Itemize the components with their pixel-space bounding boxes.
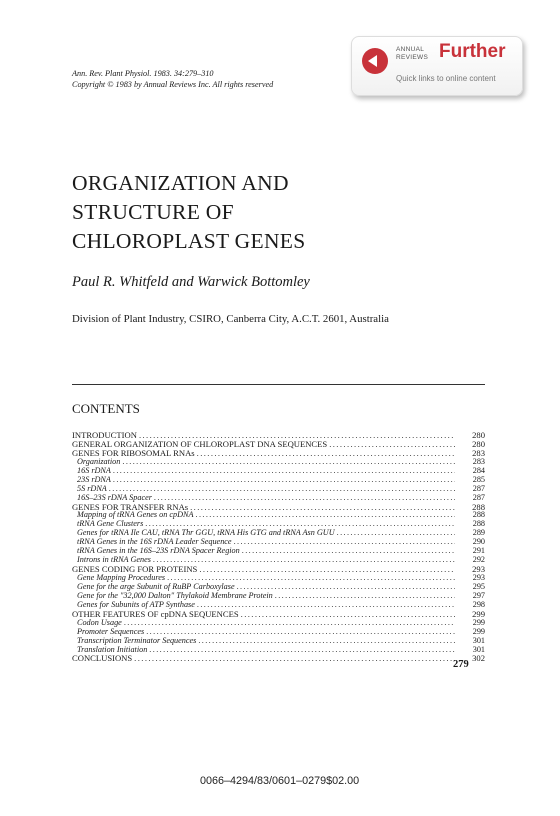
- toc-entry[interactable]: [72, 610, 485, 619]
- toc-entry-label: Codon Usage: [77, 618, 122, 627]
- badge-subtitle: Quick links to online content: [396, 74, 496, 83]
- toc-entry-page: 293: [472, 565, 485, 574]
- toc-leader-dots: [167, 574, 455, 583]
- toc-entry-label: INTRODUCTION: [72, 431, 137, 440]
- toc-entry-page: 301: [472, 636, 485, 645]
- toc-entry-label: Mapping of tRNA Genes on cpDNA: [77, 511, 194, 520]
- toc-leader-dots: [196, 511, 455, 520]
- toc-entry-label: Gene for the "32,000 Dalton" Thylakoid Membrane Protein: [77, 591, 273, 600]
- toc-leader-dots: [197, 449, 455, 458]
- toc-entry-page: 288: [472, 502, 485, 512]
- toc-entry[interactable]: [72, 511, 485, 520]
- toc-entry-page: 292: [472, 556, 485, 565]
- toc-entry[interactable]: [72, 574, 485, 583]
- toc-entry[interactable]: [72, 565, 485, 574]
- toc-entry-label: tRNA Gene Clusters: [77, 520, 144, 529]
- price-code: 0066–4294/83/0601–0279$02.00: [200, 775, 360, 787]
- toc-entry-label: 16S–23S rDNA Spacer: [77, 493, 152, 502]
- toc-entry-page: 291: [472, 547, 485, 556]
- toc-entry-page: 283: [472, 448, 485, 458]
- toc-entry-label: GENES CODING FOR PROTEINS: [72, 565, 198, 574]
- toc-entry[interactable]: [72, 449, 485, 458]
- toc-entry[interactable]: [72, 458, 485, 467]
- page-number: 279: [453, 659, 469, 670]
- toc-entry-page: 297: [472, 591, 485, 600]
- toc-leader-dots: [113, 476, 455, 485]
- title-line-1: ORGANIZATION AND: [72, 171, 289, 195]
- toc-entry[interactable]: [72, 494, 485, 503]
- badge-annual-text: ANNUAL: [396, 46, 425, 53]
- toc-entry[interactable]: [72, 592, 485, 601]
- toc-entry-label: 16S rDNA: [77, 466, 111, 475]
- toc-entry-label: Genes for Subunits of ATP Synthase: [77, 600, 195, 609]
- toc-entry[interactable]: [72, 503, 485, 512]
- toc-leader-dots: [237, 583, 455, 592]
- toc-leader-dots: [139, 431, 455, 440]
- toc-leader-dots: [154, 494, 455, 503]
- toc-entry-label: Gene Mapping Procedures: [77, 574, 166, 582]
- toc-leader-dots: [113, 467, 455, 476]
- toc-entry[interactable]: [72, 476, 485, 485]
- article-title: [72, 169, 305, 256]
- toc-entry[interactable]: [72, 431, 485, 440]
- toc-entry-label: OTHER FEATURES OF cpDNA SEQUENCES: [72, 609, 239, 619]
- toc-leader-dots: [337, 529, 455, 538]
- citation-line-2: Copyright © 1983 by Annual Reviews Inc. All rights reserved: [72, 80, 274, 89]
- toc-entry[interactable]: [72, 547, 485, 556]
- toc-entry[interactable]: [72, 646, 485, 655]
- toc-entry-page: 287: [472, 484, 485, 493]
- toc-entry-page: 295: [472, 582, 485, 591]
- toc-entry-page: 290: [472, 538, 485, 547]
- section-divider: [72, 384, 485, 385]
- toc-entry-label: GENES FOR RIBOSOMAL RNAs: [72, 448, 195, 458]
- toc-leader-dots: [329, 440, 455, 449]
- title-line-3: CHLOROPLAST GENES: [72, 229, 306, 253]
- badge-reviews-text: REVIEWS: [396, 53, 429, 61]
- toc-entry[interactable]: [72, 637, 485, 646]
- toc-leader-dots: [242, 547, 455, 556]
- toc-entry-label: Genes for tRNA Ile CAU, tRNA Thr GGU, tRNA His GTG and tRNA Asn GUU: [77, 529, 335, 538]
- toc-leader-dots: [146, 628, 455, 637]
- badge-further-text: Further: [439, 41, 506, 62]
- further-links-badge[interactable]: [351, 36, 523, 96]
- toc-entry-page: 283: [472, 457, 485, 466]
- toc-leader-dots: [145, 520, 455, 529]
- toc-entry[interactable]: [72, 529, 485, 538]
- toc-entry[interactable]: [72, 583, 485, 592]
- toc-entry[interactable]: [72, 619, 485, 628]
- contents-heading: CONTENTS: [72, 401, 140, 416]
- toc-entry[interactable]: [72, 485, 485, 494]
- toc-entry-label: Gene for the arge Subunit of RuBP Carboxylase: [77, 582, 235, 591]
- toc-entry-page: 288: [472, 520, 485, 529]
- toc-entry-page: 299: [472, 609, 485, 619]
- toc-entry-label: GENES FOR TRANSFER RNAs: [72, 502, 189, 512]
- toc-leader-dots: [134, 654, 455, 663]
- toc-entry[interactable]: [72, 520, 485, 529]
- toc-entry-label: 23S rDNA: [77, 475, 111, 484]
- toc-entry-page: 298: [472, 600, 485, 609]
- toc-leader-dots: [197, 601, 455, 610]
- toc-entry-label: Organization: [77, 457, 121, 466]
- toc-entry-label: tRNA Genes in the 16S–23S rDNA Spacer Region: [77, 547, 240, 556]
- toc-entry-label: Promoter Sequences: [77, 627, 145, 636]
- authors: Paul R. Whitfeld and Warwick Bottomley: [72, 274, 310, 290]
- toc-entry[interactable]: [72, 538, 485, 547]
- toc-entry[interactable]: [72, 654, 485, 663]
- toc-leader-dots: [153, 556, 455, 565]
- toc-leader-dots: [190, 503, 455, 512]
- toc-entry-label: GENERAL ORGANIZATION OF CHLOROPLAST DNA SEQUENCES: [72, 439, 328, 449]
- toc-leader-dots: [234, 538, 455, 547]
- toc-entry-label: Introns in tRNA Genes: [77, 556, 151, 565]
- toc-entry-page: 280: [472, 439, 485, 449]
- title-line-2: STRUCTURE OF: [72, 200, 234, 224]
- toc-entry-page: 302: [472, 654, 485, 664]
- toc-leader-dots: [199, 565, 455, 574]
- toc-entry[interactable]: [72, 467, 485, 476]
- toc-entry-page: 301: [472, 645, 485, 654]
- toc-entry-label: 5S rDNA: [77, 484, 107, 493]
- toc-leader-dots: [241, 610, 455, 619]
- toc-entry-page: 287: [472, 493, 485, 502]
- table-of-contents: [72, 431, 485, 663]
- toc-entry[interactable]: [72, 440, 485, 449]
- badge-publisher: [396, 46, 436, 61]
- toc-entry-page: 288: [472, 511, 485, 520]
- toc-leader-dots: [122, 458, 455, 467]
- toc-leader-dots: [149, 646, 455, 655]
- toc-entry[interactable]: [72, 601, 485, 610]
- toc-entry-page: 293: [472, 574, 485, 582]
- toc-entry-label: Translation Initiation: [77, 645, 148, 654]
- toc-entry-label: Transcription Terminator Sequences: [77, 636, 197, 645]
- toc-leader-dots: [198, 637, 455, 646]
- toc-leader-dots: [109, 485, 455, 494]
- journal-citation: [72, 68, 273, 90]
- annual-reviews-logo-icon: [362, 48, 388, 74]
- toc-entry-label: tRNA Genes in the 16S rDNA Leader Sequence: [77, 538, 232, 547]
- citation-line-1: Ann. Rev. Plant Physiol. 1983. 34:279–310: [72, 69, 214, 78]
- toc-entry-page: 284: [472, 466, 485, 475]
- affiliation: Division of Plant Industry, CSIRO, Canberra City, A.C.T. 2601, Australia: [72, 313, 389, 325]
- toc-entry[interactable]: [72, 556, 485, 565]
- toc-entry-page: 285: [472, 475, 485, 484]
- toc-leader-dots: [275, 592, 455, 601]
- toc-entry-label: CONCLUSIONS: [72, 654, 133, 664]
- toc-entry[interactable]: [72, 628, 485, 637]
- toc-entry-page: 299: [472, 618, 485, 627]
- toc-leader-dots: [124, 619, 455, 628]
- toc-entry-page: 289: [472, 529, 485, 538]
- toc-entry-page: 280: [472, 431, 485, 440]
- toc-entry-page: 299: [472, 627, 485, 636]
